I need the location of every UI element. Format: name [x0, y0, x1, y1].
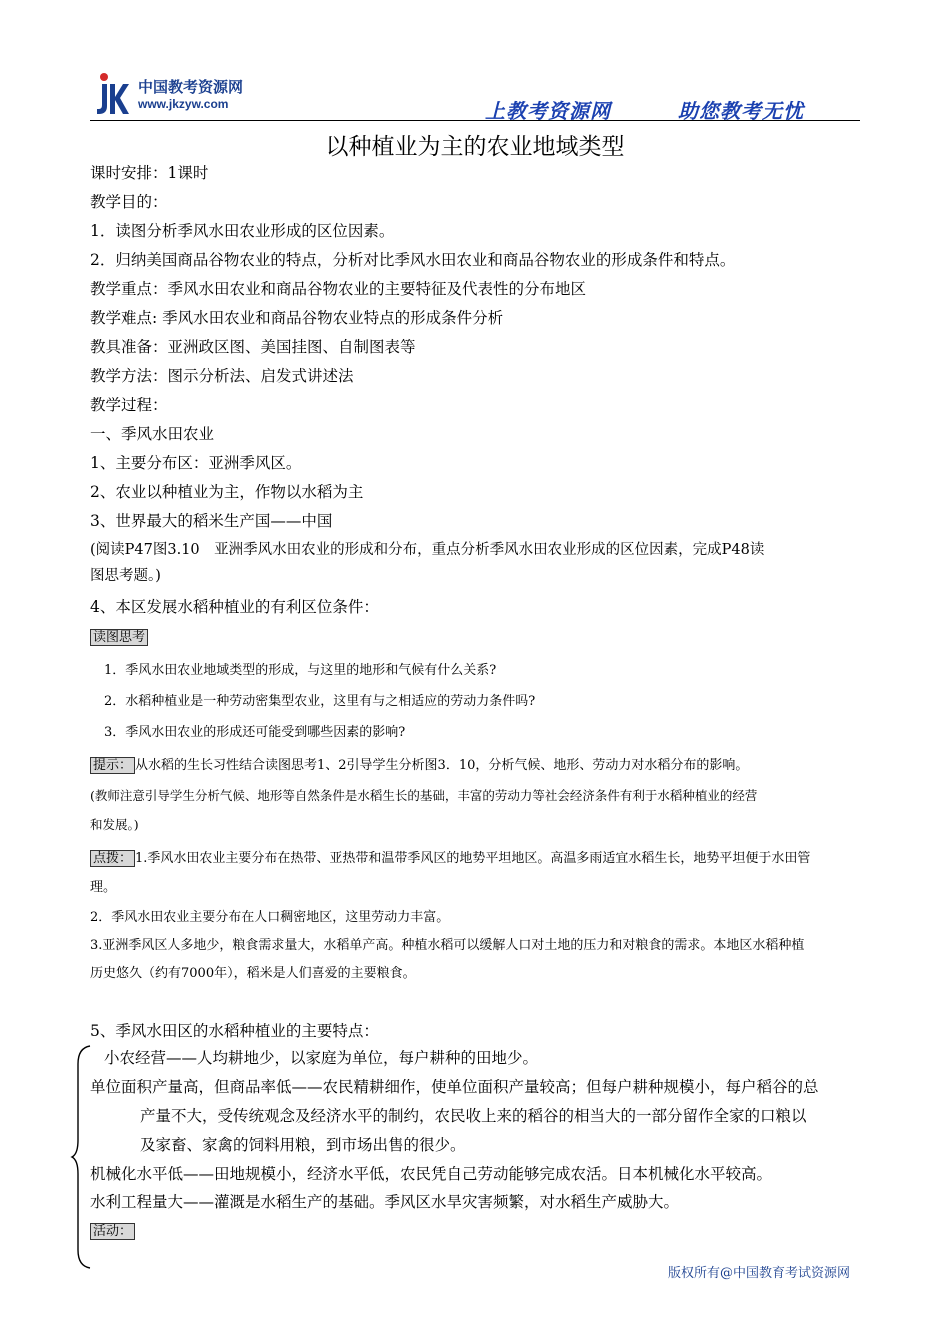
schedule: 课时安排：1课时 — [90, 164, 209, 182]
process-heading: 教学过程： — [90, 396, 168, 414]
section-item-1: 1、主要分布区：亚洲季风区。 — [90, 454, 302, 472]
activity-label: 活动： — [90, 1223, 135, 1240]
tips-point-1: 1.季风水田农业主要分布在热带、亚热带和温带季风区的地势平坦地区。高温多雨适宜水稻生长，地势平坦便于水田管 — [135, 851, 811, 866]
hint-note-line-1: (教师注意引导学生分析气候、地形等自然条件是水稻生长的基础，丰富的劳动力等社会经济条件有利于水稻种植业的经营 — [90, 788, 758, 803]
goal-2: 2．归纳美国商品谷物农业的特点，分析对比季风水田农业和商品谷物农业的形成条件和特点。 — [90, 251, 736, 269]
read-note-line-1: (阅读P47图3.10 亚洲季风水田农业的形成和分布，重点分析季风水田农业形成的区位因素，完成P48读 — [90, 542, 765, 558]
goal-1: 1．读图分析季风水田农业形成的区位因素。 — [90, 222, 395, 240]
difficulty: 教学难点: 季风水田农业和商品谷物农业特点的形成条件分析 — [90, 309, 504, 327]
hint-text: 从水稻的生长习性结合读图思考1、2引导学生分析图3．10，分析气候、地形、劳动力对水稻分布的影响。 — [135, 758, 749, 773]
section-item-4: 4、本区发展水稻种植业的有利区位条件： — [90, 598, 379, 616]
section-item-2: 2、农业以种植业为主，作物以水稻为主 — [90, 483, 364, 501]
section-heading: 一、季风水田农业 — [90, 425, 215, 443]
feature-3: 机械化水平低——田地规模小，经济水平低，农民凭自己劳动能够完成农活。日本机械化水平较高。 — [90, 1165, 773, 1183]
feature-1: 小农经营——人均耕地少，以家庭为单位，每户耕种的田地少。 — [104, 1049, 539, 1067]
hint-label: 提示： — [90, 757, 135, 774]
header-divider — [90, 120, 860, 121]
feature-2-line-3: 及家畜、家禽的饲料用粮，到市场出售的很少。 — [140, 1136, 466, 1154]
think-question-2: 2．水稻种植业是一种劳动密集型农业，这里有与之相适应的劳动力条件吗? — [104, 694, 536, 709]
logo-icon — [96, 72, 130, 116]
tips-label: 点拨： — [90, 850, 135, 867]
feature-2-line-2: 产量不大，受传统观念及经济水平的制约，农民收上来的稻谷的相当大的一部分留作全家的口粮以 — [140, 1107, 807, 1125]
tips-point-3-cont: 历史悠久（约有7000年），稻米是人们喜爱的主要粮食。 — [90, 966, 416, 981]
section-item-3: 3、世界最大的稻米生产国——中国 — [90, 512, 333, 530]
key-points: 教学重点：季风水田农业和商品谷物农业的主要特征及代表性的分布地区 — [90, 280, 587, 298]
tips-point-2: 2．季风水田农业主要分布在人口稠密地区，这里劳动力丰富。 — [90, 910, 450, 925]
tips-point-3: 3.亚洲季风区人多地少，粮食需求量大，水稻单产高。种植水稻可以缓解人口对土地的压力和对粮食的需求。本地区水稻种植 — [90, 938, 805, 953]
feature-4: 水利工程量大——灌溉是水稻生产的基础。季风区水旱灾害频繁，对水稻生产威胁大。 — [90, 1193, 680, 1211]
equipment: 教具准备：亚洲政区图、美国挂图、自制图表等 — [90, 338, 416, 356]
tips-point-1-cont: 理。 — [90, 880, 117, 895]
think-question-3: 3．季风水田农业的形成还可能受到哪些因素的影响? — [104, 725, 406, 740]
logo-name: 中国教考资源网 — [138, 78, 244, 96]
method: 教学方法：图示分析法、启发式讲述法 — [90, 367, 354, 385]
goals-heading: 教学目的： — [90, 193, 168, 211]
think-label: 读图思考 — [90, 629, 148, 646]
footer-copyright: 版权所有@中国教育考试资源网 — [668, 1266, 851, 1281]
logo-url: www.jkzyw.com — [138, 97, 229, 111]
read-note-line-2: 图思考题。) — [90, 568, 161, 584]
think-question-1: 1．季风水田农业地域类型的形成，与这里的地形和气候有什么关系? — [104, 663, 497, 678]
feature-2-line-1: 单位面积产量高，但商品率低——农民精耕细作，使单位面积产量较高；但每户耕种规模小，每户稻谷的总 — [90, 1078, 819, 1096]
page-title: 以种植业为主的农业地域类型 — [325, 134, 625, 160]
slogan-left: 上教考资源网 — [485, 99, 611, 123]
hint-note-line-2: 和发展。) — [90, 817, 139, 832]
features-heading: 5、季风水田区的水稻种植业的主要特点： — [90, 1022, 379, 1040]
slogan-right: 助您教考无忧 — [678, 99, 804, 123]
